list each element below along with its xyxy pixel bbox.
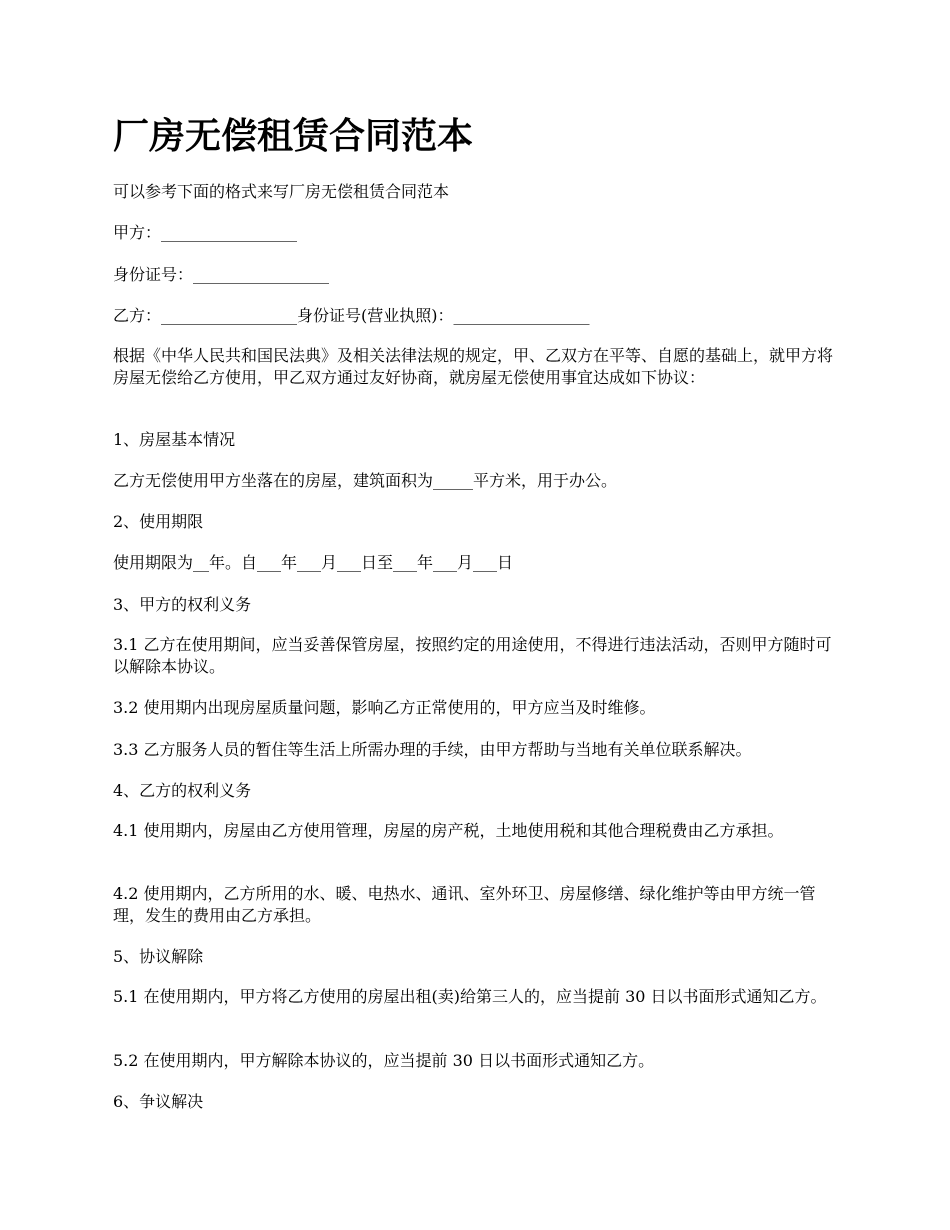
section-4-1-text: 4.1 使用期内，房屋由乙方使用管理，房屋的房产税，土地使用税和其他合理税费由乙方承担。	[113, 821, 784, 840]
party-a-line: 甲方：_________________	[113, 223, 298, 242]
section-2-heading: 2、使用期限	[113, 512, 204, 531]
section-5-heading: 5、协议解除	[113, 947, 204, 966]
document-title: 厂房无偿租赁合同范本	[113, 115, 474, 157]
section-3-3-text: 3.3 乙方服务人员的暂住等生活上所需办理的手续，由甲方帮助与当地有关单位联系解决。	[113, 740, 752, 759]
section-3-2-text: 3.2 使用期内出现房屋质量问题，影响乙方正常使用的，甲方应当及时维修。	[113, 698, 656, 717]
section-3-heading: 3、甲方的权利义务	[113, 595, 252, 614]
intro-text: 可以参考下面的格式来写厂房无偿租赁合同范本	[113, 182, 450, 201]
section-6-heading: 6、争议解决	[113, 1092, 204, 1111]
section-1-text: 乙方无偿使用甲方坐落在的房屋，建筑面积为_____平方米，用于办公。	[113, 471, 618, 490]
section-5-2-text: 5.2 在使用期内，甲方解除本协议的，应当提前 30 日以书面形式通知乙方。	[113, 1051, 655, 1070]
section-1-heading: 1、房屋基本情况	[113, 430, 236, 449]
section-4-heading: 4、乙方的权利义务	[113, 781, 252, 800]
section-3-1-text: 3.1 乙方在使用期间，应当妥善保管房屋，按照约定的用途使用，不得进行违法活动，否则甲方随时可以解除本协议。	[113, 635, 832, 676]
section-4-2-text: 4.2 使用期内，乙方所用的水、暖、电热水、通讯、室外环卫、房屋修缮、绿化维护等由甲方统一管理，发生的费用由乙方承担。	[113, 884, 816, 925]
section-5-1-text: 5.1 在使用期内，甲方将乙方使用的房屋出租(卖)给第三人的，应当提前 30 日以书面形式通知乙方。	[113, 987, 827, 1006]
id-number-line: 身份证号：_________________	[113, 265, 330, 284]
preamble-paragraph: 根据《中华人民共和国民法典》及相关法律法规的规定，甲、乙双方在平等、自愿的基础上，就甲方将房屋无偿给乙方使用，甲乙双方通过友好协商，就房屋无偿使用事宜达成如下协议：	[113, 346, 834, 387]
party-b-line: 乙方：_________________身份证号(营业执照)：_________________	[113, 306, 590, 325]
section-2-text: 使用期限为__年。自___年___月___日至___年___月___日	[113, 553, 514, 572]
